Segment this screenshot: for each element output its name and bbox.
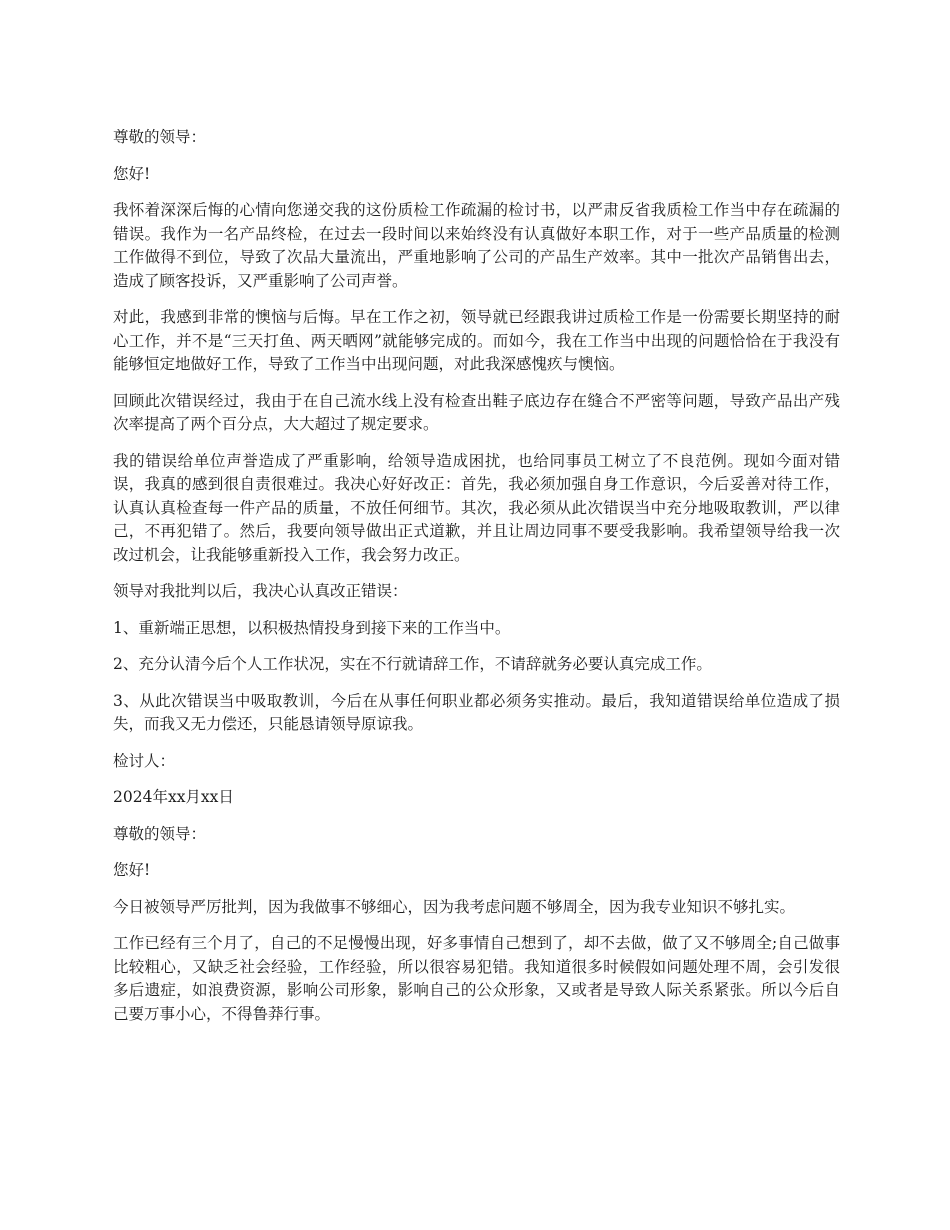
body-paragraph: 对此，我感到非常的懊恼与后悔。早在工作之初，领导就已经跟我讲过质检工作是一份需要长期坚持的耐心工作，并不是“三天打鱼、两天晒网”就能够完成的。而如今，我在工作当中出现的问题恰恰在于我没有能够恒定地做好工作，导致了工作当中出现问题，对此我深感愧疚与懊恼。 [113,308,840,373]
body-paragraph: 工作已经有三个月了，自己的不足慢慢出现，好多事情自己想到了，却不去做，做了又不够周全;自己做事比较粗心，又缺乏社会经验，工作经验，所以很容易犯错。我知道很多时候假如问题处理不周，会引发很多后遗症，如浪费资源，影响公司形象，影响自己的公众形象，又或者是导致人际关系紧张。所以今后自己要万事小心，不得鲁莽行事。 [113,934,840,1023]
body-paragraph: 今日被领导严厉批判，因为我做事不够细心，因为我考虑问题不够周全，因为我专业知识不够扎实。 [113,897,796,916]
body-paragraph: 领导对我批判以后，我决心认真改正错误： [113,582,408,600]
body-paragraph: 回顾此次错误经过，我由于在自己流水线上没有检查出鞋子底边存在缝合不严密等问题，导致产品出产残次率提高了两个百分点，大大超过了规定要求。 [113,391,840,433]
greeting: 您好! [113,861,151,879]
list-item: 2、充分认清今后个人工作状况，实在不行就请辞工作，不请辞就务必要认真完成工作。 [113,655,712,673]
body-paragraph: 我的错误给单位声誉造成了严重影响，给领导造成困扰，也给同事员工树立了不良范例。现如今面对错误，我真的感到很自责很难过。我决心好好改正：首先，我必须加强自身工作意识，今后妥善对待工作，认真认真检查每一件产品的质量，不放任何细节。其次，我必须从此次错误当中充分地吸取教训，严以律己，不再犯错了。然后，我要向领导做出正式道歉，并且让周边同事不要受我影响。我希望领导给我一次改过机会，让我能够重新投入工作，我会努力改正。 [113,451,840,564]
body-paragraph: 我怀着深深后悔的心情向您递交我的这份质检工作疏漏的检讨书，以严肃反省我质检工作当中存在疏漏的错误。我作为一名产品终检，在过去一段时间以来始终没有认真做好本职工作，对于一些产品质量的检测工作做得不到位，导致了次品大量流出，严重地影响了公司的产品生产效率。其中一批次产品销售出去，造成了顾客投诉，又严重影响了公司声誉。 [113,201,840,290]
list-item: 1、重新端正思想，以积极热情投身到接下来的工作当中。 [113,618,511,637]
date-line: 2024年xx月xx日 [113,788,234,806]
salutation: 尊敬的领导： [113,128,207,146]
signature-label: 检讨人： [113,751,176,770]
greeting: 您好! [113,164,151,183]
salutation: 尊敬的领导： [113,824,207,843]
list-item: 3、从此次错误当中吸取教训，今后在从事任何职业都必须务实推动。最后，我知道错误给单位造成了损失，而我又无力偿还，只能恳请领导原谅我。 [113,691,840,733]
